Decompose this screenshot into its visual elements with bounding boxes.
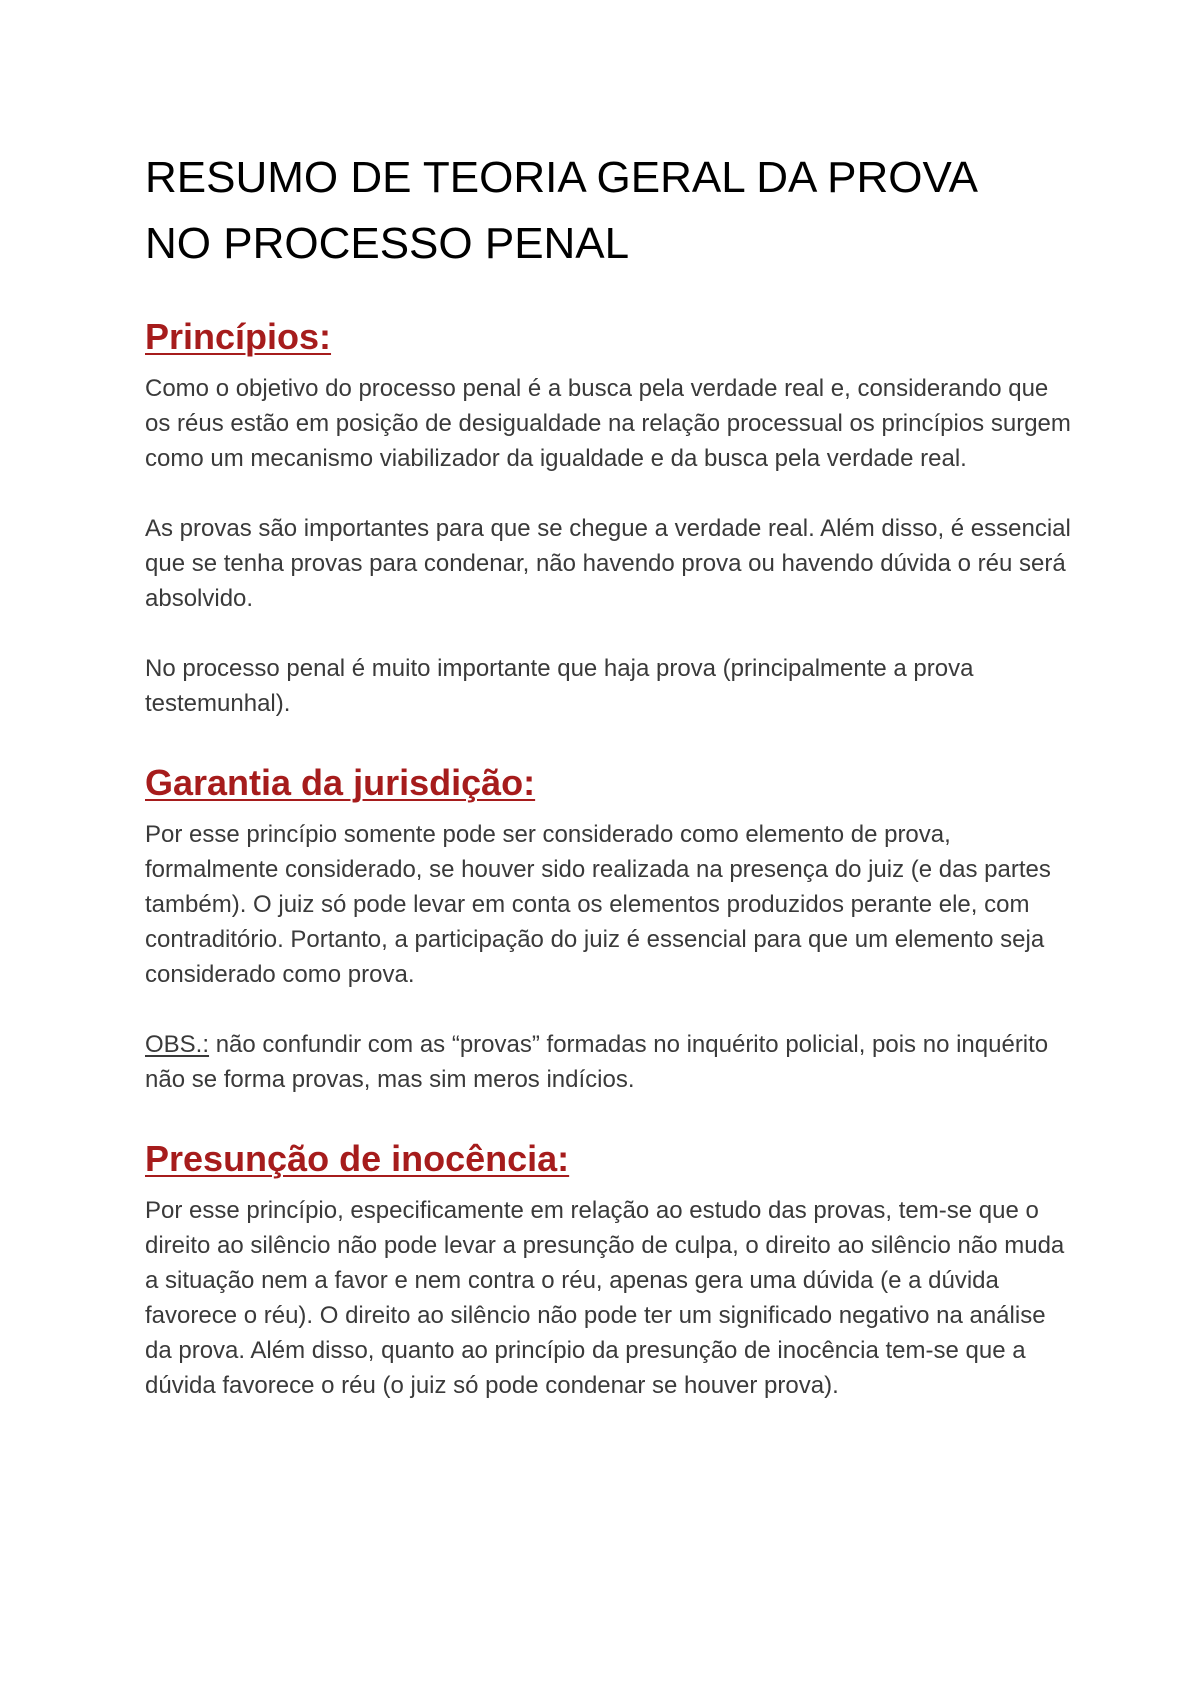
- paragraph-principios-2: As provas são importantes para que se chegue a verdade real. Além disso, é essencial que se tenha provas para condenar, não havendo prova ou havendo dúvida o réu será absolvido.: [145, 515, 1071, 612]
- document-page: [145, 145, 1075, 1403]
- obs-note: [145, 1027, 1075, 1097]
- heading-garantia-jurisdicao: Garantia da jurisdição:: [145, 762, 536, 803]
- heading-presuncao-inocencia: Presunção de inocência:: [145, 1138, 570, 1179]
- paragraph-principios-1: Como o objetivo do processo penal é a busca pela verdade real e, considerando que os réus estão em posição de desigualdade na relação processual os princípios surgem como um mecanismo viabilizador da igualdade e da busca pela verdade real.: [145, 375, 1071, 472]
- document-title: [145, 145, 1075, 277]
- paragraph-principios-3: No processo penal é muito importante que haja prova (principalmente a prova testemunhal).: [145, 655, 974, 717]
- obs-text: não confundir com as “provas” formadas no inquérito policial, pois no inquérito não se forma provas, mas sim meros indícios.: [145, 1031, 1049, 1093]
- paragraph-garantia-1: Por esse princípio somente pode ser considerado como elemento de prova, formalmente considerado, se houver sido realizada na presença do juiz (e das partes também). O juiz só pode levar em conta os elementos produzidos perante ele, com contraditório. Portanto, a participação do juiz é essencial para que um elemento seja considerado como prova.: [145, 821, 1051, 988]
- obs-label: OBS.:: [145, 1031, 210, 1058]
- paragraph-presuncao-1: Por esse princípio, especificamente em relação ao estudo das provas, tem-se que o direito ao silêncio não pode levar a presunção de culpa, o direito ao silêncio não muda a situação nem a favor e nem contra o réu, apenas gera uma dúvida (e a dúvida favorece o réu). O direito ao silêncio não pode ter um significado negativo na análise da prova. Além disso, quanto ao princípio da presunção de inocência tem-se que a dúvida favorece o réu (o juiz só pode condenar se houver prova).: [145, 1197, 1065, 1399]
- title-line-2: NO PROCESSO PENAL: [145, 219, 630, 268]
- heading-principios: Princípios:: [145, 316, 332, 357]
- title-line-1: RESUMO DE TEORIA GERAL DA PROVA: [145, 153, 978, 202]
